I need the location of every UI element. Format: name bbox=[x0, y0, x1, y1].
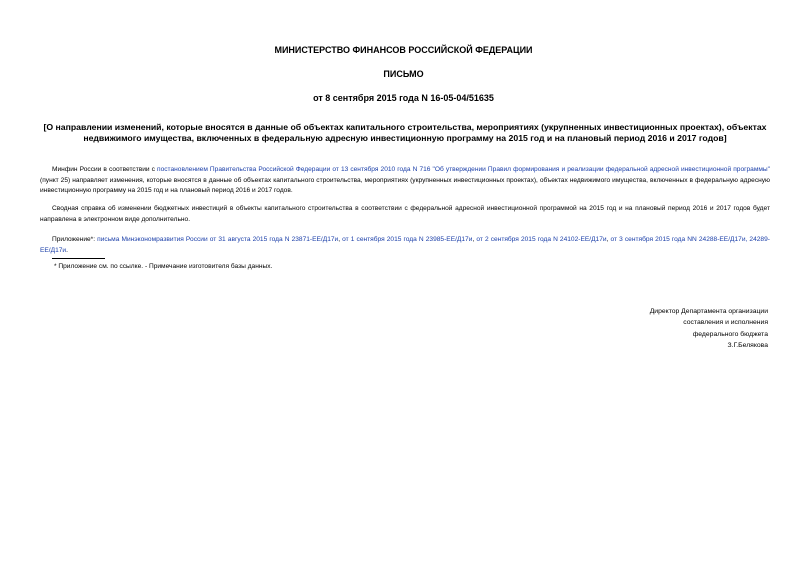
document-subject: [О направлении изменений, которые вносятся в данные об объектах капитального строительства, мероприятиях (укрупненных инвестиционных проектах), объектах недвижимого имущества, включенных в федеральную адресную инвестиционную программу на 2015 год и на плановый период 2016 и 2017 годов] bbox=[43, 122, 767, 143]
footnote: * Приложение см. по ссылке. - Примечание изготовителя базы данных. bbox=[54, 263, 273, 270]
attachment-label: Приложение*: bbox=[52, 236, 98, 243]
attachment-link-3[interactable]: от 2 сентября 2015 года N 24102-ЕЕ/Д17и bbox=[476, 236, 607, 243]
separator: , bbox=[472, 236, 477, 243]
attachment-link-1[interactable]: письма Минэкономразвития России от 31 августа 2015 года N 23871-ЕЕ/Д17и bbox=[97, 236, 339, 243]
attachment-link-2[interactable]: от 1 сентября 2015 года N 23985-ЕЕ/Д17и bbox=[342, 236, 473, 243]
period: . bbox=[66, 246, 68, 254]
paragraph-2 bbox=[40, 204, 770, 225]
signature-line-3: федерального бюджета bbox=[692, 330, 768, 338]
separator: , bbox=[338, 236, 343, 243]
signature-block bbox=[568, 306, 768, 351]
government-decree-link[interactable]: постановлением Правительства Российской Федерации от 13 сентября 2010 года N 716 "Об утверждении Правил формирования и реализации федеральной адресной инвестиционной программы" bbox=[157, 166, 770, 173]
paragraph-1-after: (пункт 25) направляет изменения, которые вносятся в данные об объектах капитального строительства, мероприятиях (укрупненных инвестиционных проектах), объектах недвижимого имущества, включенных в федеральную адресную инвестиционную программу на 2015 год и на плановый период 2016 и 2017 годов. bbox=[40, 176, 770, 194]
signature-line-1: Директор Департамента организации bbox=[649, 308, 768, 315]
paragraph-2-text: Сводная справка об изменении бюджетных инвестиций в объекты капитального строительства в соответствии с федеральной адресной инвестиционной программой на 2015 год и на плановый период 2016 и 2017 годов будет направлена в электронном виде дополнительно. bbox=[40, 205, 770, 223]
paragraph-1 bbox=[40, 165, 770, 197]
attachment-link-4[interactable]: от 3 сентября 2015 года NN 24288-ЕЕ/Д17и, 24289-ЕЕ/Д17и bbox=[40, 236, 770, 254]
separator: , bbox=[606, 236, 611, 243]
signature-name: З.Г.Белякова bbox=[727, 341, 768, 349]
document-date-number: от 8 сентября 2015 года N 16-05-04/51635 bbox=[313, 93, 494, 103]
signature-line-2: составления и исполнения bbox=[683, 319, 768, 327]
paragraph-1-before: Минфин России в соответствии с bbox=[52, 166, 158, 173]
attachment-paragraph bbox=[40, 235, 770, 256]
ministry-heading: МИНИСТЕРСТВО ФИНАНСОВ РОССИЙСКОЙ ФЕДЕРАЦИИ bbox=[274, 45, 533, 55]
document-type: ПИСЬМО bbox=[383, 69, 424, 79]
footnote-divider bbox=[52, 258, 105, 259]
